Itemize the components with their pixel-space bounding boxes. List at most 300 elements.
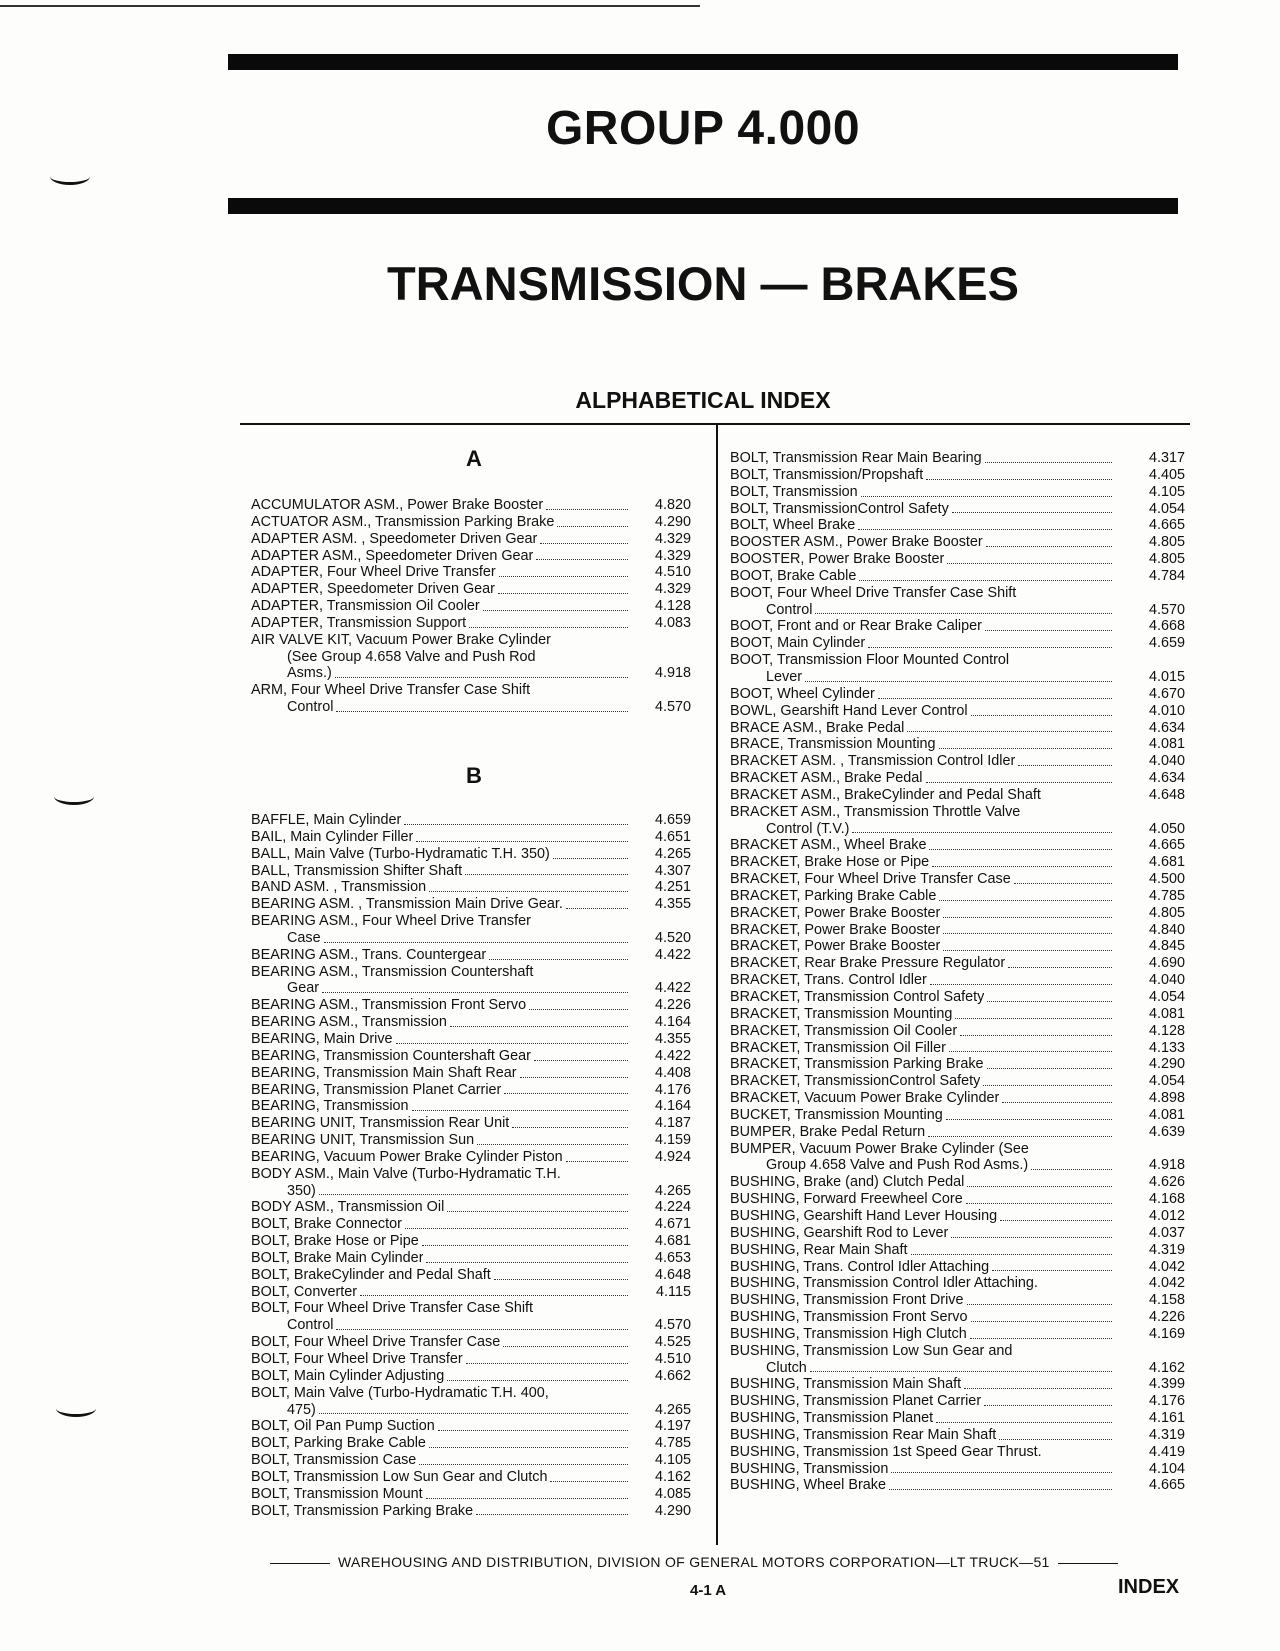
- entry-page: 4.329: [654, 547, 691, 564]
- index-entry: BOLT, Four Wheel Drive Transfer Case Shift: [251, 1300, 534, 1317]
- entry-text: BEARING, Main Drive: [251, 1030, 393, 1047]
- entry-text: Asms.): [287, 665, 332, 682]
- dot-leader: [465, 874, 628, 875]
- dot-leader: [396, 1043, 628, 1044]
- dot-leader: [943, 917, 1112, 918]
- header-bottom-bar: [228, 198, 1178, 214]
- index-entry: [251, 947, 691, 964]
- entry-text: BOOT, Wheel Cylinder: [730, 685, 875, 702]
- dot-leader: [987, 1001, 1112, 1002]
- index-entry: [730, 517, 1185, 534]
- entry-page: 4.081: [1148, 1005, 1185, 1022]
- group-title: GROUP 4.000: [545, 102, 861, 155]
- entry-text: BAIL, Main Cylinder Filler: [251, 828, 414, 845]
- index-entry: [730, 1461, 1185, 1478]
- index-entry: BODY ASM., Main Valve (Turbo-Hydramatic T.H.: [251, 1165, 561, 1182]
- dot-leader: [985, 630, 1112, 631]
- index-entry: BOOT, Four Wheel Drive Transfer Case Shift: [730, 584, 1017, 601]
- entry-text: BUSHING, Transmission High Clutch: [730, 1325, 967, 1342]
- dot-leader: [929, 849, 1112, 850]
- entry-text: BUSHING, Rear Main Shaft: [730, 1241, 908, 1258]
- dot-leader: [907, 731, 1112, 732]
- entry-text: ACCUMULATOR ASM., Power Brake Booster: [251, 497, 544, 513]
- entry-page: 4.265: [654, 845, 691, 862]
- entry-page: 4.648: [1148, 786, 1185, 803]
- dot-leader: [322, 992, 628, 993]
- index-entry: [251, 598, 691, 615]
- dot-leader: [566, 908, 628, 909]
- entry-text: BOLT, Transmission Case: [251, 1452, 417, 1469]
- entry-page: 4.918: [1148, 1157, 1185, 1174]
- entry-page: 4.570: [654, 1317, 691, 1334]
- entry-text: BOOT, Front and or Rear Brake Caliper: [730, 618, 982, 635]
- index-entry: [730, 1208, 1185, 1225]
- index-entry: [730, 871, 1185, 888]
- entry-text: BUMPER, Brake Pedal Return: [730, 1123, 926, 1140]
- entry-page: 4.176: [1148, 1393, 1185, 1410]
- index-entry: [251, 615, 691, 632]
- binder-hole-mark: [54, 788, 94, 805]
- dot-leader: [494, 1279, 628, 1280]
- entry-page: 4.104: [1148, 1460, 1185, 1477]
- entry-text: BRACKET, Transmission Control Safety: [730, 989, 985, 1005]
- entry-page: 4.176: [654, 1081, 691, 1098]
- entry-text: BOLT, Transmission: [730, 483, 858, 500]
- dot-leader: [985, 462, 1112, 463]
- entry-page: 4.520: [654, 929, 691, 946]
- index-entry: [251, 1368, 691, 1385]
- entry-text: BOLT, Transmission Rear Main Bearing: [730, 450, 982, 466]
- dot-leader: [946, 1119, 1112, 1120]
- entry-text: BUSHING, Transmission Planet Carrier: [730, 1393, 982, 1410]
- entry-page: 4.648: [654, 1266, 691, 1283]
- entry-page: 4.037: [1148, 1224, 1185, 1241]
- entry-page: 4.161: [1148, 1410, 1185, 1427]
- entry-page: 4.681: [654, 1233, 691, 1250]
- dot-leader: [336, 711, 628, 712]
- entry-text: BOLT, Brake Hose or Pipe: [251, 1233, 419, 1250]
- entry-page: 4.224: [654, 1199, 691, 1216]
- entry-page: 4.164: [654, 1014, 691, 1031]
- index-entry: [730, 1292, 1185, 1309]
- entry-text: BUSHING, Transmission Rear Main Shaft: [730, 1426, 997, 1443]
- index-entry: [730, 1124, 1185, 1141]
- index-entry: [730, 1242, 1185, 1259]
- entry-text: 350): [287, 1182, 316, 1199]
- entry-text: BOLT, Transmission Parking Brake: [251, 1502, 474, 1519]
- dot-leader: [911, 1254, 1112, 1255]
- entry-page: 4.054: [1148, 500, 1185, 517]
- entry-page: 4.265: [654, 1182, 691, 1199]
- entry-page: 4.290: [654, 513, 691, 530]
- entry-text: BOLT, BrakeCylinder and Pedal Shaft: [251, 1266, 491, 1283]
- dot-leader: [422, 1245, 628, 1246]
- entry-page: 4.510: [654, 1351, 691, 1367]
- index-entry: [730, 1393, 1185, 1410]
- dot-leader: [360, 1295, 628, 1296]
- index-entry: [730, 972, 1185, 989]
- entry-text: BODY ASM., Transmission Oil: [251, 1199, 445, 1216]
- index-entry: [730, 1006, 1185, 1023]
- entry-text: 475): [287, 1401, 316, 1418]
- dot-leader: [319, 1413, 628, 1414]
- entry-page: 4.355: [654, 896, 691, 913]
- dot-leader: [566, 1161, 628, 1162]
- dot-leader: [529, 1009, 628, 1010]
- entry-text: BOLT, Transmission Mount: [251, 1485, 423, 1502]
- index-entry: [730, 1309, 1185, 1326]
- dot-leader: [852, 832, 1112, 833]
- dot-leader: [550, 1481, 628, 1482]
- entry-page: 4.012: [1148, 1207, 1185, 1224]
- index-entry: [730, 1376, 1185, 1393]
- index-entry: [251, 1402, 691, 1419]
- index-entry: BRACKET ASM., Transmission Throttle Valve: [730, 803, 1021, 820]
- dot-leader: [336, 1329, 628, 1330]
- dot-leader: [970, 1338, 1112, 1339]
- dot-leader: [939, 748, 1112, 749]
- index-entry: [730, 905, 1185, 922]
- entry-page: 4.162: [1148, 1359, 1185, 1376]
- dot-leader: [483, 610, 628, 611]
- index-entry: ARM, Four Wheel Drive Transfer Case Shift: [251, 682, 531, 699]
- entry-text: BRACKET, Power Brake Booster: [730, 904, 941, 921]
- entry-text: BUSHING, Transmission 1st Speed Gear Thrust.: [730, 1443, 1042, 1460]
- index-entry: [251, 1435, 691, 1452]
- index-entry: [730, 669, 1185, 686]
- entry-text: BOOT, Main Cylinder: [730, 635, 866, 652]
- dot-leader: [926, 479, 1112, 480]
- entry-text: BUCKET, Transmission Mounting: [730, 1106, 943, 1123]
- entry-text: ADAPTER ASM., Speedometer Driven Gear: [251, 547, 534, 564]
- entry-text: BRACKET, Brake Hose or Pipe: [730, 854, 930, 871]
- dot-leader: [805, 681, 1112, 682]
- entry-text: BRACKET, Transmission Oil Filler: [730, 1039, 946, 1056]
- entry-page: 4.659: [1148, 635, 1185, 652]
- index-entry: [251, 1250, 691, 1267]
- entry-text: Control: [766, 601, 813, 618]
- index-rule: [240, 423, 1190, 425]
- entry-page: 4.918: [654, 665, 691, 682]
- entry-page: 4.128: [654, 598, 691, 615]
- entry-page: 4.525: [654, 1334, 691, 1351]
- index-column-left-a: [251, 497, 706, 716]
- entry-page: 4.671: [654, 1216, 691, 1233]
- entry-text: ADAPTER, Speedometer Driven Gear: [251, 581, 495, 598]
- entry-text: BUSHING, Brake (and) Clutch Pedal: [730, 1174, 965, 1191]
- index-entry: [251, 699, 691, 716]
- footer-text: WAREHOUSING AND DISTRIBUTION, DIVISION OF GENERAL MOTORS CORPORATION—LT TRUCK—51: [338, 1554, 1050, 1570]
- entry-page: 4.042: [1148, 1258, 1185, 1275]
- entry-text: Group 4.658 Valve and Push Rod Asms.): [766, 1157, 1029, 1174]
- entry-page: 4.651: [654, 828, 691, 845]
- dot-leader: [999, 1439, 1112, 1440]
- dot-leader: [1002, 1102, 1112, 1103]
- entry-text: BEARING UNIT, Transmission Rear Unit: [251, 1115, 510, 1132]
- entry-text: BEARING UNIT, Transmission Sun: [251, 1132, 475, 1149]
- entry-text: BUSHING, Transmission Main Shaft: [730, 1376, 962, 1393]
- dot-leader: [553, 858, 628, 859]
- index-entry: BOLT, Main Valve (Turbo-Hydramatic T.H. 400,: [251, 1384, 549, 1401]
- entry-page: 4.042: [1148, 1275, 1185, 1292]
- entry-text: BRACE, Transmission Mounting: [730, 736, 936, 753]
- entry-page: 4.329: [654, 581, 691, 598]
- entry-page: 4.307: [654, 862, 691, 879]
- entry-text: BEARING, Transmission: [251, 1098, 409, 1115]
- letter-heading-a: A: [466, 446, 482, 471]
- index-entry: [251, 846, 691, 863]
- binder-hole-mark: [50, 168, 90, 185]
- index-entry: [251, 1233, 691, 1250]
- footer-dash-right: [1058, 1563, 1118, 1565]
- dot-leader: [859, 580, 1112, 581]
- entry-page: 4.162: [654, 1468, 691, 1485]
- entry-page: 4.639: [1148, 1123, 1185, 1140]
- entry-text: Clutch: [766, 1359, 807, 1376]
- entry-text: BRACKET, TransmissionControl Safety: [730, 1073, 981, 1090]
- entry-page: 4.785: [654, 1435, 691, 1452]
- dot-leader: [858, 529, 1112, 530]
- dot-leader: [429, 891, 628, 892]
- entry-page: 4.329: [654, 530, 691, 547]
- entry-text: BAFFLE, Main Cylinder: [251, 812, 402, 828]
- entry-page: 4.128: [1148, 1022, 1185, 1039]
- letter-heading-b: B: [466, 763, 482, 788]
- dot-leader: [416, 841, 628, 842]
- index-entry: [730, 938, 1185, 955]
- index-entry: [730, 450, 1185, 467]
- dot-leader: [992, 1270, 1112, 1271]
- entry-page: 4.083: [654, 614, 691, 631]
- index-entry: [730, 501, 1185, 518]
- index-entry: [730, 1427, 1185, 1444]
- entry-page: 4.924: [654, 1148, 691, 1165]
- entry-page: 4.319: [1148, 1241, 1185, 1258]
- entry-page: 4.164: [654, 1098, 691, 1115]
- entry-text: BAND ASM. , Transmission: [251, 879, 427, 896]
- index-entry: [730, 1107, 1185, 1124]
- entry-text: BOLT, Four Wheel Drive Transfer: [251, 1351, 463, 1367]
- index-entry: [251, 1267, 691, 1284]
- dot-leader: [928, 1136, 1112, 1137]
- entry-text: BOLT, Transmission Low Sun Gear and Clutch: [251, 1468, 548, 1485]
- index-entry: [251, 1334, 691, 1351]
- dot-leader: [930, 984, 1112, 985]
- entry-text: BOLT, Parking Brake Cable: [251, 1435, 426, 1452]
- index-entry: [730, 1275, 1185, 1292]
- entry-text: BEARING ASM., Trans. Countergear: [251, 946, 487, 963]
- entry-page: 4.510: [654, 564, 691, 581]
- index-entry: [730, 1040, 1185, 1057]
- entry-text: BOLT, Converter: [251, 1283, 358, 1300]
- entry-text: BUSHING, Trans. Control Idler Attaching: [730, 1258, 990, 1275]
- entry-text: BEARING, Transmission Planet Carrier: [251, 1081, 502, 1098]
- entry-text: BOLT, Wheel Brake: [730, 517, 856, 534]
- index-entry: [251, 1065, 691, 1082]
- entry-page: 4.419: [1148, 1443, 1185, 1460]
- index-entry: BEARING ASM., Transmission Countershaft: [251, 963, 534, 980]
- index-entry: [251, 1031, 691, 1048]
- entry-page: 4.168: [1148, 1191, 1185, 1208]
- scan-top-edge-line: [0, 5, 700, 7]
- column-divider: [716, 425, 718, 1545]
- dot-leader: [932, 866, 1112, 867]
- entry-page: 4.840: [1148, 921, 1185, 938]
- dot-leader: [943, 950, 1112, 951]
- dot-leader: [469, 627, 628, 628]
- entry-text: ACTUATOR ASM., Transmission Parking Brake: [251, 513, 555, 530]
- dot-leader: [477, 1144, 628, 1145]
- index-entry: [251, 1132, 691, 1149]
- index-entry: [730, 736, 1185, 753]
- entry-text: BALL, Transmission Shifter Shaft: [251, 862, 463, 879]
- dot-leader: [966, 1203, 1112, 1204]
- entry-text: Control (T.V.): [766, 820, 850, 837]
- entry-text: BRACKET, Power Brake Booster: [730, 938, 941, 955]
- entry-text: BUSHING, Gearshift Hand Lever Housing: [730, 1207, 998, 1224]
- dot-leader: [412, 1110, 628, 1111]
- index-title: ALPHABETICAL INDEX: [575, 387, 831, 413]
- entry-page: 4.405: [1148, 466, 1185, 483]
- dot-leader: [943, 933, 1112, 934]
- index-entry: [251, 564, 691, 581]
- entry-page: 4.050: [1148, 820, 1185, 837]
- dot-leader: [426, 1262, 628, 1263]
- entry-text: BEARING ASM., Transmission Front Servo: [251, 997, 527, 1014]
- entry-text: BUSHING, Transmission Planet: [730, 1410, 934, 1427]
- entry-page: 4.355: [654, 1030, 691, 1047]
- entry-text: ADAPTER, Transmission Oil Cooler: [251, 598, 480, 615]
- dot-leader: [504, 1093, 628, 1094]
- index-entry: [730, 922, 1185, 939]
- entry-text: Control: [287, 1317, 334, 1334]
- entry-text: BRACKET ASM. , Transmission Control Idler: [730, 753, 1016, 770]
- index-entry: [251, 1317, 691, 1334]
- entry-text: ADAPTER ASM. , Speedometer Driven Gear: [251, 530, 538, 547]
- entry-text: BOLT, Four Wheel Drive Transfer Case: [251, 1334, 501, 1351]
- entry-text: ADAPTER, Transmission Support: [251, 614, 467, 631]
- index-entry: [730, 1410, 1185, 1427]
- dot-leader: [498, 593, 628, 594]
- dot-leader: [489, 959, 628, 960]
- header-top-bar: [228, 54, 1178, 70]
- index-entry: [251, 1216, 691, 1233]
- index-entry: [730, 1023, 1185, 1040]
- index-entry: [251, 1452, 691, 1469]
- entry-text: BUSHING, Forward Freewheel Core: [730, 1191, 963, 1208]
- entry-text: Case: [287, 929, 321, 946]
- section-label: INDEX: [1118, 1576, 1180, 1598]
- dot-leader: [983, 1085, 1112, 1086]
- index-entry: [730, 534, 1185, 551]
- dot-leader: [540, 543, 628, 544]
- index-entry: [251, 1469, 691, 1486]
- entry-text: BEARING, Transmission Main Shaft Rear: [251, 1064, 517, 1081]
- dot-leader: [952, 512, 1112, 513]
- index-entry: [251, 1098, 691, 1115]
- index-entry: [251, 879, 691, 896]
- dot-leader: [971, 715, 1112, 716]
- entry-page: 4.785: [1148, 887, 1185, 904]
- index-entry: [251, 1418, 691, 1435]
- index-column-right: [730, 450, 1190, 1494]
- entry-text: BRACKET, Trans. Control Idler: [730, 972, 927, 989]
- entry-text: BOOSTER ASM., Power Brake Booster: [730, 534, 983, 551]
- entry-text: Lever: [766, 668, 802, 685]
- entry-text: BOLT, Brake Connector: [251, 1216, 402, 1233]
- footer-credit: [262, 1554, 1126, 1570]
- entry-page: 4.105: [654, 1452, 691, 1469]
- index-entry: [730, 787, 1185, 804]
- index-entry: [730, 1444, 1185, 1461]
- entry-text: BOLT, Transmission/Propshaft: [730, 466, 924, 483]
- entry-page: 4.133: [1148, 1039, 1185, 1056]
- dot-leader: [810, 1371, 1112, 1372]
- entry-page: 4.422: [654, 946, 691, 963]
- index-entry: BUSHING, Transmission Low Sun Gear and: [730, 1342, 1013, 1359]
- dot-leader: [438, 1430, 628, 1431]
- index-entry: (See Group 4.658 Valve and Push Rod: [287, 648, 536, 665]
- entry-page: 4.197: [654, 1418, 691, 1435]
- entry-page: 4.290: [654, 1502, 691, 1519]
- entry-page: 4.158: [1148, 1292, 1185, 1309]
- dot-leader: [955, 1018, 1112, 1019]
- index-entry: [730, 635, 1185, 652]
- dot-leader: [986, 546, 1112, 547]
- entry-page: 4.399: [1148, 1376, 1185, 1393]
- dot-leader: [1014, 883, 1112, 884]
- entry-page: 4.040: [1148, 972, 1185, 989]
- dot-leader: [861, 496, 1112, 497]
- dot-leader: [815, 613, 1112, 614]
- index-entry: [730, 753, 1185, 770]
- index-entry: [730, 686, 1185, 703]
- index-entry: [251, 1351, 691, 1368]
- index-entry: [251, 1503, 691, 1520]
- entry-page: 4.040: [1148, 753, 1185, 770]
- dot-leader: [967, 1304, 1113, 1305]
- dot-leader: [405, 1228, 628, 1229]
- entry-text: BOLT, TransmissionControl Safety: [730, 500, 949, 517]
- index-entry: [251, 980, 691, 997]
- entry-page: 4.805: [1148, 904, 1185, 921]
- index-entry: [730, 989, 1185, 1006]
- index-entry: [730, 1259, 1185, 1276]
- index-entry: BUMPER, Vacuum Power Brake Cylinder (See: [730, 1140, 1029, 1157]
- index-entry: [730, 888, 1185, 905]
- dot-leader: [536, 559, 628, 560]
- index-entry: [730, 551, 1185, 568]
- dot-leader: [503, 1346, 628, 1347]
- entry-page: 4.159: [654, 1132, 691, 1149]
- entry-text: BRACKET, Power Brake Booster: [730, 921, 941, 938]
- dot-leader: [1000, 1220, 1112, 1221]
- dot-leader: [324, 942, 628, 943]
- index-entry: [251, 997, 691, 1014]
- entry-text: BEARING, Vacuum Power Brake Cylinder Piston: [251, 1148, 563, 1165]
- index-column-left-b: [251, 812, 706, 1519]
- entry-page: 4.665: [1148, 517, 1185, 534]
- entry-page: 4.690: [1148, 955, 1185, 972]
- dot-leader: [499, 576, 628, 577]
- index-entry: [730, 1157, 1185, 1174]
- entry-page: 4.898: [1148, 1090, 1185, 1107]
- dot-leader: [520, 1077, 628, 1078]
- section-title: TRANSMISSION — BRAKES: [387, 257, 1019, 310]
- entry-page: 4.054: [1148, 1073, 1185, 1090]
- dot-leader: [319, 1194, 628, 1195]
- dot-leader: [987, 1068, 1112, 1069]
